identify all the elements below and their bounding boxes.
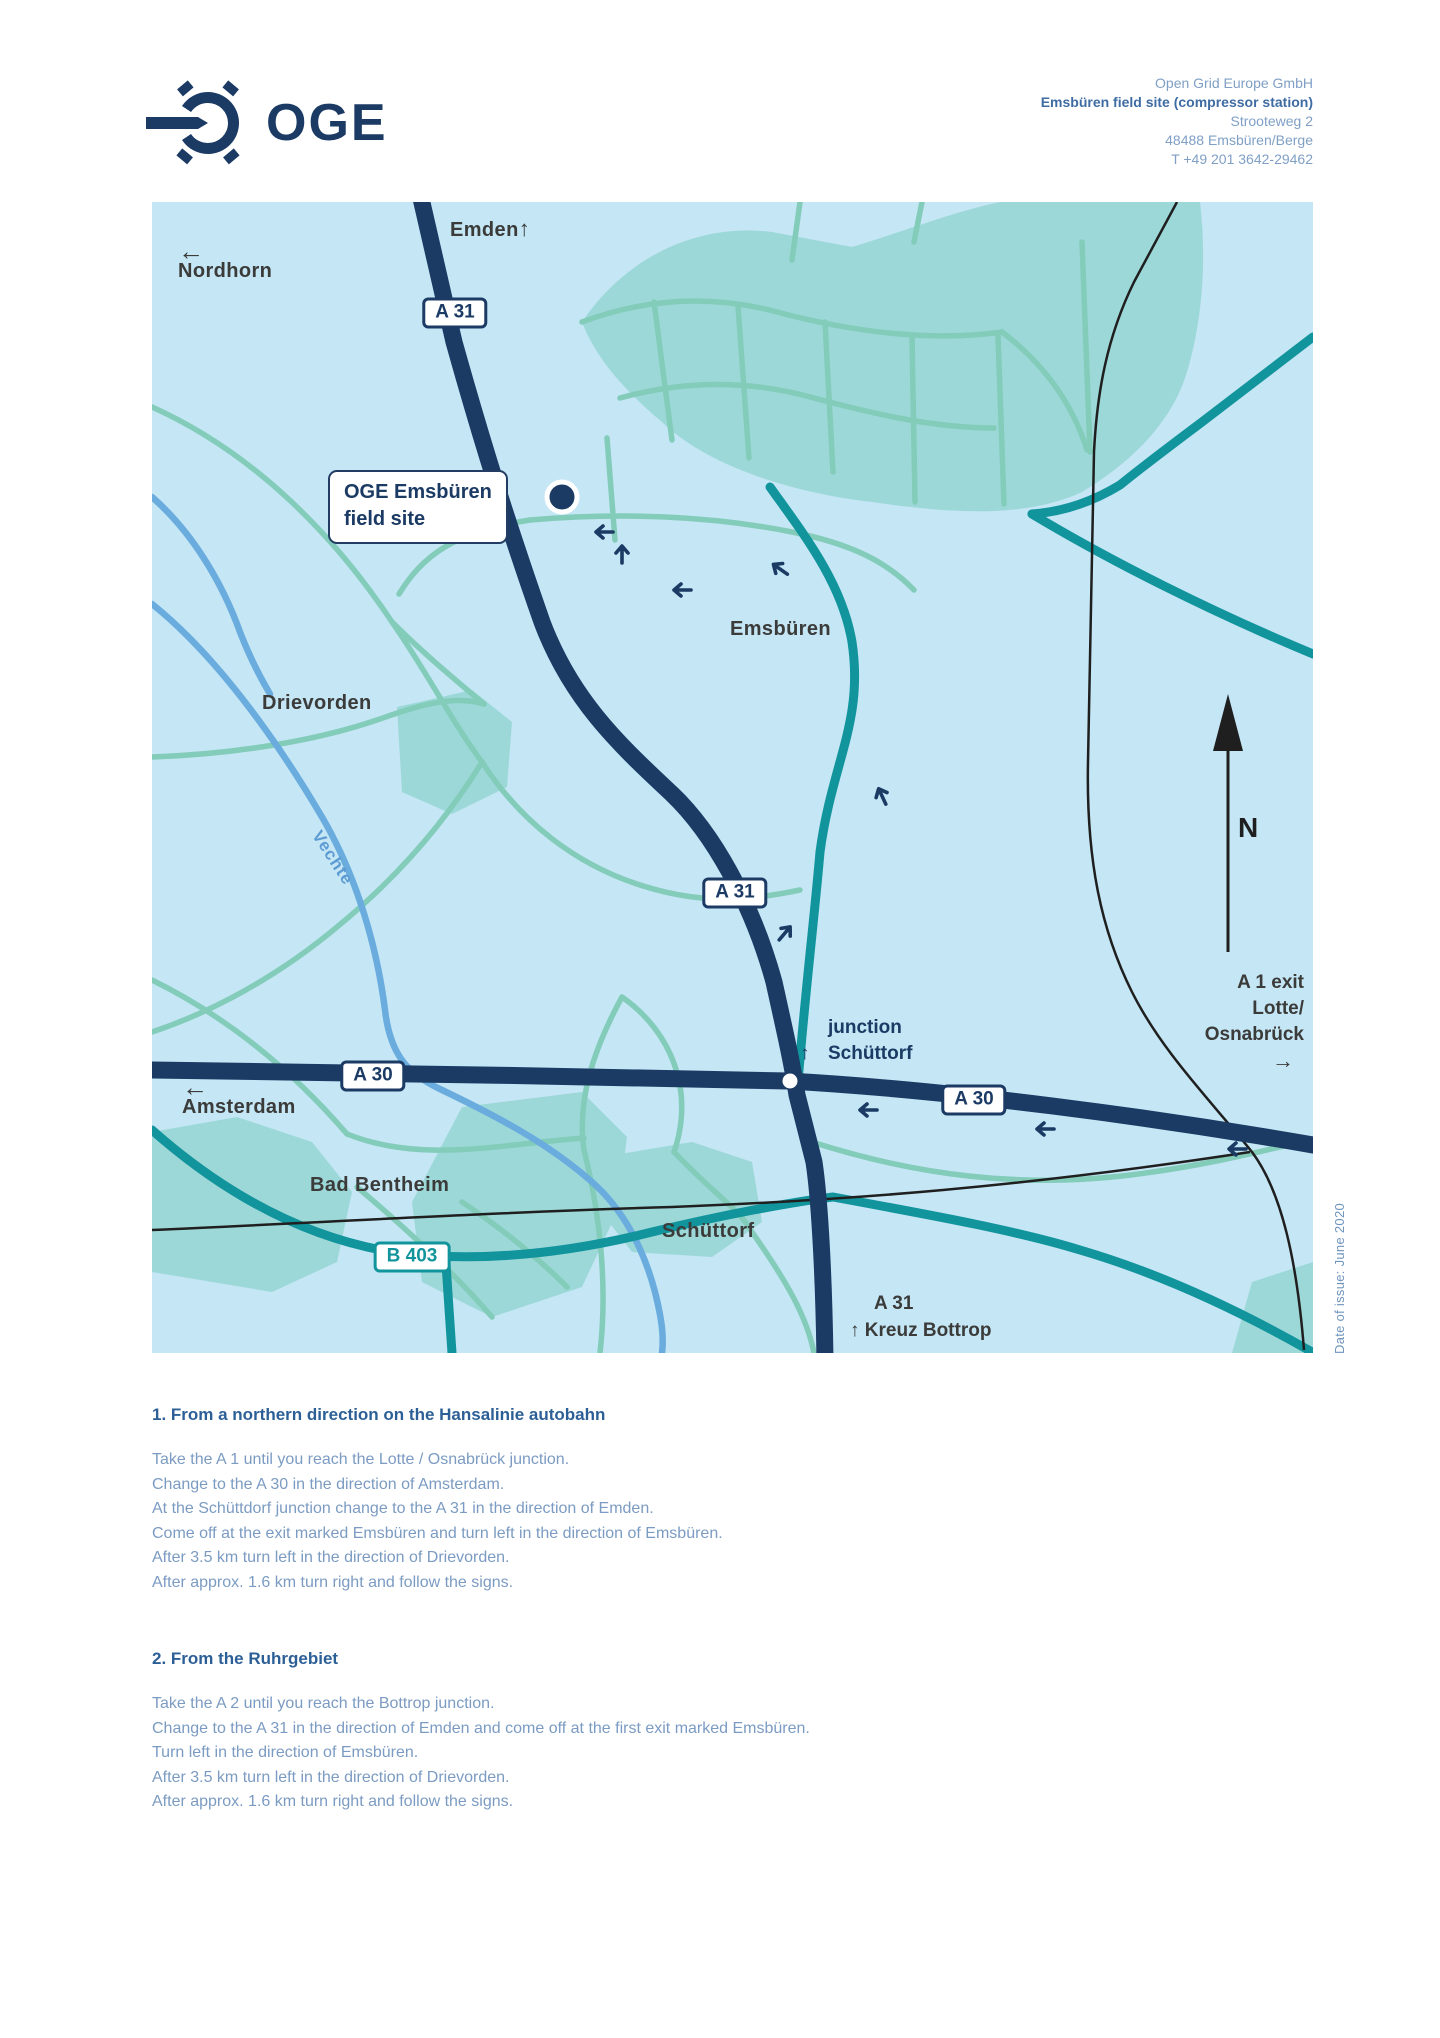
label-nordhorn: ← Nordhorn: [178, 236, 273, 282]
address-line: 48488 Emsbüren/Berge: [1165, 132, 1313, 148]
direction-line: After 3.5 km turn left in the direction of Drievorden.: [152, 1549, 510, 1566]
oge-logo-icon: [146, 80, 250, 166]
address-line-phone: T +49 201 3642-29462: [1171, 151, 1313, 167]
emsbueren-town-area: [582, 202, 1203, 511]
east-road: [1032, 514, 1313, 654]
section1-body: [152, 1448, 1182, 1595]
label-emden: Emden↑: [450, 216, 531, 241]
label-a1-exit: A 1 exit Lotte/ Osnabrück →: [1170, 970, 1304, 1074]
site-map: [152, 202, 1313, 1353]
label-schuettorf: Schüttorf: [662, 1220, 755, 1242]
label-kreuz-bottrop: A 31 ↑ Kreuz Bottrop: [850, 1293, 992, 1341]
direction-line: After 3.5 km turn left in the direction of Drievorden.: [152, 1768, 510, 1786]
direction-line: Take the A 1 until you reach the Lotte / Osnabrück junction.: [152, 1451, 570, 1468]
direction-line: After approx. 1.6 km turn right and follow the signs.: [152, 1793, 514, 1810]
oge-logo-text: OGE: [266, 94, 388, 152]
address-block: [1041, 74, 1313, 169]
direction-line: Change to the A 30 in the direction of Amsterdam.: [152, 1475, 505, 1493]
section2-heading: 2. From the Ruhrgebiet: [152, 1649, 339, 1668]
up-arrow-icon: ↑: [518, 216, 531, 241]
left-arrow-icon: ←: [178, 236, 205, 266]
direction-line: At the Schüttdorf junction change to the A 31 in the direction of Emden.: [152, 1500, 654, 1517]
up-arrow-icon: ↑: [800, 1043, 810, 1064]
right-arrow-icon: →: [1272, 1048, 1294, 1073]
section1-heading: 1. From a northern direction on the Hansalinie autobahn: [152, 1405, 606, 1424]
up-arrow-icon: ↑: [850, 1320, 860, 1341]
direction-line: Come off at the exit marked Emsbüren and turn left in the direction of Emsbüren.: [152, 1524, 723, 1542]
direction-line: Take the A 2 until you reach the Bottrop junction.: [152, 1695, 495, 1712]
label-drievorden: Drievorden: [262, 692, 372, 714]
b403-branch: [446, 1264, 452, 1353]
label-emsbueren: Emsbüren: [730, 618, 832, 640]
badge-b403: B 403: [374, 1242, 451, 1273]
direction-line: Change to the A 31 in the direction of Emden and come off at the first exit marked Emsbüren.: [152, 1719, 810, 1737]
address-line-site: Emsbüren field site (compressor station): [1040, 94, 1313, 110]
site-label: OGE Emsbüren field site: [328, 470, 508, 544]
label-amsterdam: ← Amsterdam: [182, 1072, 296, 1118]
label-junction-schuettorf: junction ↑ Schüttorf: [800, 1015, 912, 1067]
direction-arrows: [596, 526, 1246, 1155]
site-marker: [547, 482, 577, 512]
label-bad-bentheim: Bad Bentheim: [310, 1174, 450, 1196]
junction-dot: [783, 1074, 798, 1089]
label-vechte-river: Vechte: [308, 827, 358, 889]
address-line: Strooteweg 2: [1230, 113, 1313, 129]
direction-line: After approx. 1.6 km turn right and follow the signs.: [152, 1573, 514, 1591]
address-line: Open Grid Europe GmbH: [1155, 75, 1313, 91]
label-north: N: [1238, 812, 1259, 843]
oge-logo: [146, 80, 388, 166]
direction-line: Turn left in the direction of Emsbüren.: [152, 1744, 419, 1761]
date-of-issue-note: Date of issue: June 2020: [1332, 1202, 1347, 1354]
left-arrow-icon: ←: [182, 1072, 209, 1102]
badge-a31-top: A 31: [422, 298, 487, 329]
badge-a31-mid: A 31: [702, 878, 767, 909]
section2-body: [152, 1692, 1182, 1815]
badge-a30-right: A 30: [941, 1085, 1006, 1116]
badge-a30-left: A 30: [340, 1061, 405, 1092]
